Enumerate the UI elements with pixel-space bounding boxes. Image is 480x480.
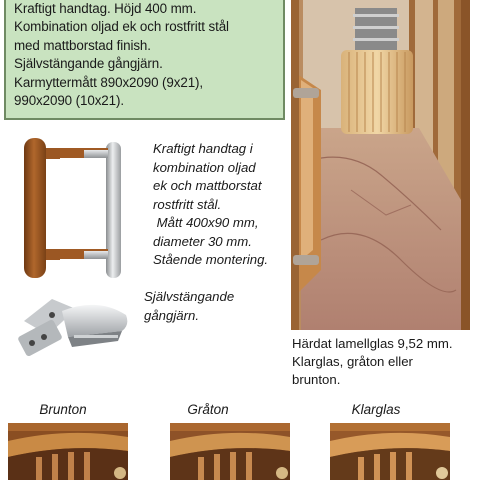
- info-line: 990x2090 (10x21).: [14, 93, 124, 109]
- info-line: med mattborstad finish.: [14, 37, 151, 53]
- glass-caption: [292, 335, 478, 389]
- glass-sample-brunton-photo: [8, 423, 128, 480]
- door-handle-image: [18, 136, 138, 282]
- hinge-caption: [144, 288, 264, 325]
- glass-sample-klarglas-photo: [330, 423, 450, 480]
- caption-line: kombination oljad: [153, 159, 256, 175]
- caption-line: Stående montering.: [153, 252, 269, 267]
- info-line: Karmyttermått 890x2090 (9x21),: [14, 74, 204, 90]
- caption-line: Självstängande: [144, 289, 235, 304]
- caption-line: brunton.: [292, 372, 341, 387]
- caption-line: Mått 400x90 mm,: [153, 215, 259, 230]
- info-line: Kombination oljad ek och rostfritt stål: [14, 19, 229, 35]
- hinge-image: [18, 291, 133, 359]
- info-box: [4, 0, 285, 120]
- glass-sample-graton-photo: [170, 423, 290, 480]
- caption-line: Klarglas, gråton eller: [292, 354, 413, 369]
- handle-caption: [153, 140, 293, 270]
- glass-option-label: Brunton: [39, 402, 87, 417]
- info-line: Självstängande gångjärn.: [14, 56, 163, 72]
- caption-line: gångjärn.: [144, 307, 199, 323]
- caption-line: rostfritt stål.: [153, 196, 222, 212]
- glass-option-label: Klarglas: [351, 402, 401, 417]
- caption-line: diameter 30 mm.: [153, 233, 252, 249]
- sauna-interior-photo: [291, 0, 470, 330]
- caption-line: ek och mattborstat: [153, 178, 262, 193]
- caption-line: Härdat lamellglas 9,52 mm.: [292, 336, 453, 351]
- caption-line: Kraftigt handtag i: [153, 141, 253, 156]
- glass-option-label: Gråton: [187, 402, 229, 417]
- info-line: Kraftigt handtag. Höjd 400 mm.: [14, 1, 197, 16]
